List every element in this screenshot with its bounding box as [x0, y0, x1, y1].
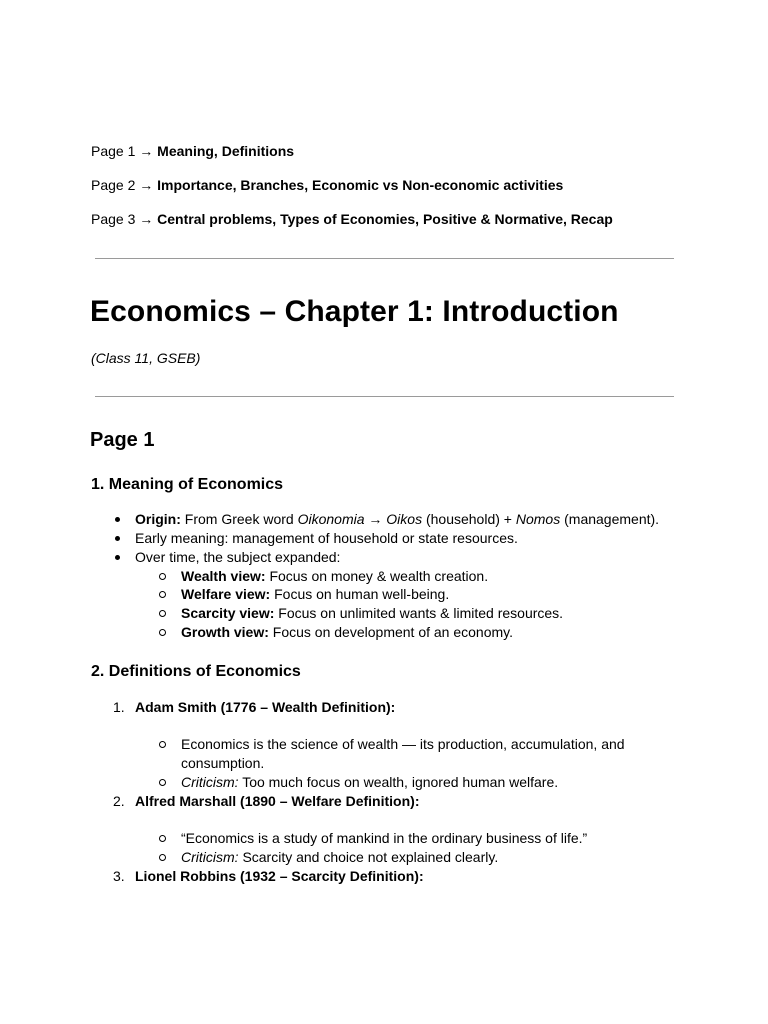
definition-title-adam-smith: Adam Smith (1776 – Wealth Definition): — [135, 699, 396, 715]
toc-prefix: Page 3 → — [91, 211, 154, 227]
view-text: Focus on development of an economy. — [272, 624, 514, 640]
list-item-expanded: Over time, the subject expanded: — [135, 549, 341, 565]
list-number: 1. — [113, 699, 125, 715]
criticism-text: Too much focus on wealth, ignored human welfare. — [242, 774, 559, 790]
toc-line-page-2 — [91, 177, 563, 194]
document-title: Economics – Chapter 1: Introduction — [90, 295, 619, 328]
section-heading-definitions: 2. Definitions of Economics — [91, 663, 301, 680]
definition-point: Economics is the science of wealth — its production, accumulation, and — [181, 736, 625, 752]
sub-item-welfare-view — [181, 586, 449, 603]
sub-bullet-circle — [159, 629, 166, 636]
origin-text: (management). — [564, 511, 660, 527]
sub-bullet-circle — [159, 741, 166, 748]
list-number: 2. — [113, 793, 125, 809]
list-item-origin — [135, 511, 659, 528]
origin-term-nomos: Nomos — [515, 511, 561, 527]
definition-title-lionel-robbins: Lionel Robbins (1932 – Scarcity Definition): — [135, 868, 424, 884]
bullet-dot — [115, 517, 120, 522]
sub-bullet-circle — [159, 610, 166, 617]
toc-topics: Importance, Branches, Economic vs Non-economic activities — [157, 177, 564, 193]
sub-bullet-circle — [159, 854, 166, 861]
page-heading: Page 1 — [90, 429, 155, 451]
sub-bullet-circle — [159, 573, 166, 580]
origin-term-oikonomia: Oikonomia → Oikos — [297, 511, 423, 527]
sub-item-growth-view — [181, 624, 513, 641]
view-label: Wealth view: — [181, 568, 266, 584]
criticism-label: Criticism: — [181, 849, 239, 865]
toc-topics: Meaning, Definitions — [157, 143, 295, 159]
definition-point: “Economics is a study of mankind in the ordinary business of life.” — [181, 830, 588, 846]
section-heading-meaning: 1. Meaning of Economics — [91, 476, 284, 493]
horizontal-divider — [95, 258, 674, 259]
bullet-dot — [115, 555, 120, 560]
definition-point-continued: consumption. — [181, 755, 265, 771]
definition-criticism — [181, 774, 558, 791]
toc-line-page-1 — [91, 143, 294, 160]
origin-text: (household) + — [425, 511, 512, 527]
list-item-early-meaning: Early meaning: management of household or state resources. — [135, 530, 518, 546]
horizontal-divider — [95, 396, 674, 397]
bullet-dot — [115, 536, 120, 541]
view-text: Focus on money & wealth creation. — [269, 568, 489, 584]
view-label: Welfare view: — [181, 586, 271, 602]
toc-prefix: Page 1 → — [91, 143, 154, 159]
origin-text: From Greek word — [184, 511, 294, 527]
sub-bullet-circle — [159, 835, 166, 842]
sub-bullet-circle — [159, 591, 166, 598]
view-label: Scarcity view: — [181, 605, 275, 621]
criticism-text: Scarcity and choice not explained clearly. — [242, 849, 499, 865]
criticism-label: Criticism: — [181, 774, 239, 790]
sub-item-wealth-view — [181, 568, 488, 585]
document-subtitle: (Class 11, GSEB) — [91, 350, 201, 366]
definition-criticism — [181, 849, 498, 866]
origin-label: Origin: — [135, 511, 181, 527]
toc-line-page-3 — [91, 211, 613, 228]
view-text: Focus on unlimited wants & limited resources. — [278, 605, 564, 621]
sub-bullet-circle — [159, 779, 166, 786]
definition-title-alfred-marshall: Alfred Marshall (1890 – Welfare Definition): — [135, 793, 420, 809]
sub-item-scarcity-view — [181, 605, 563, 622]
list-number: 3. — [113, 868, 125, 884]
toc-prefix: Page 2 → — [91, 177, 154, 193]
toc-topics: Central problems, Types of Economies, Positive & Normative, Recap — [157, 211, 613, 227]
view-text: Focus on human well-being. — [274, 586, 450, 602]
view-label: Growth view: — [181, 624, 269, 640]
